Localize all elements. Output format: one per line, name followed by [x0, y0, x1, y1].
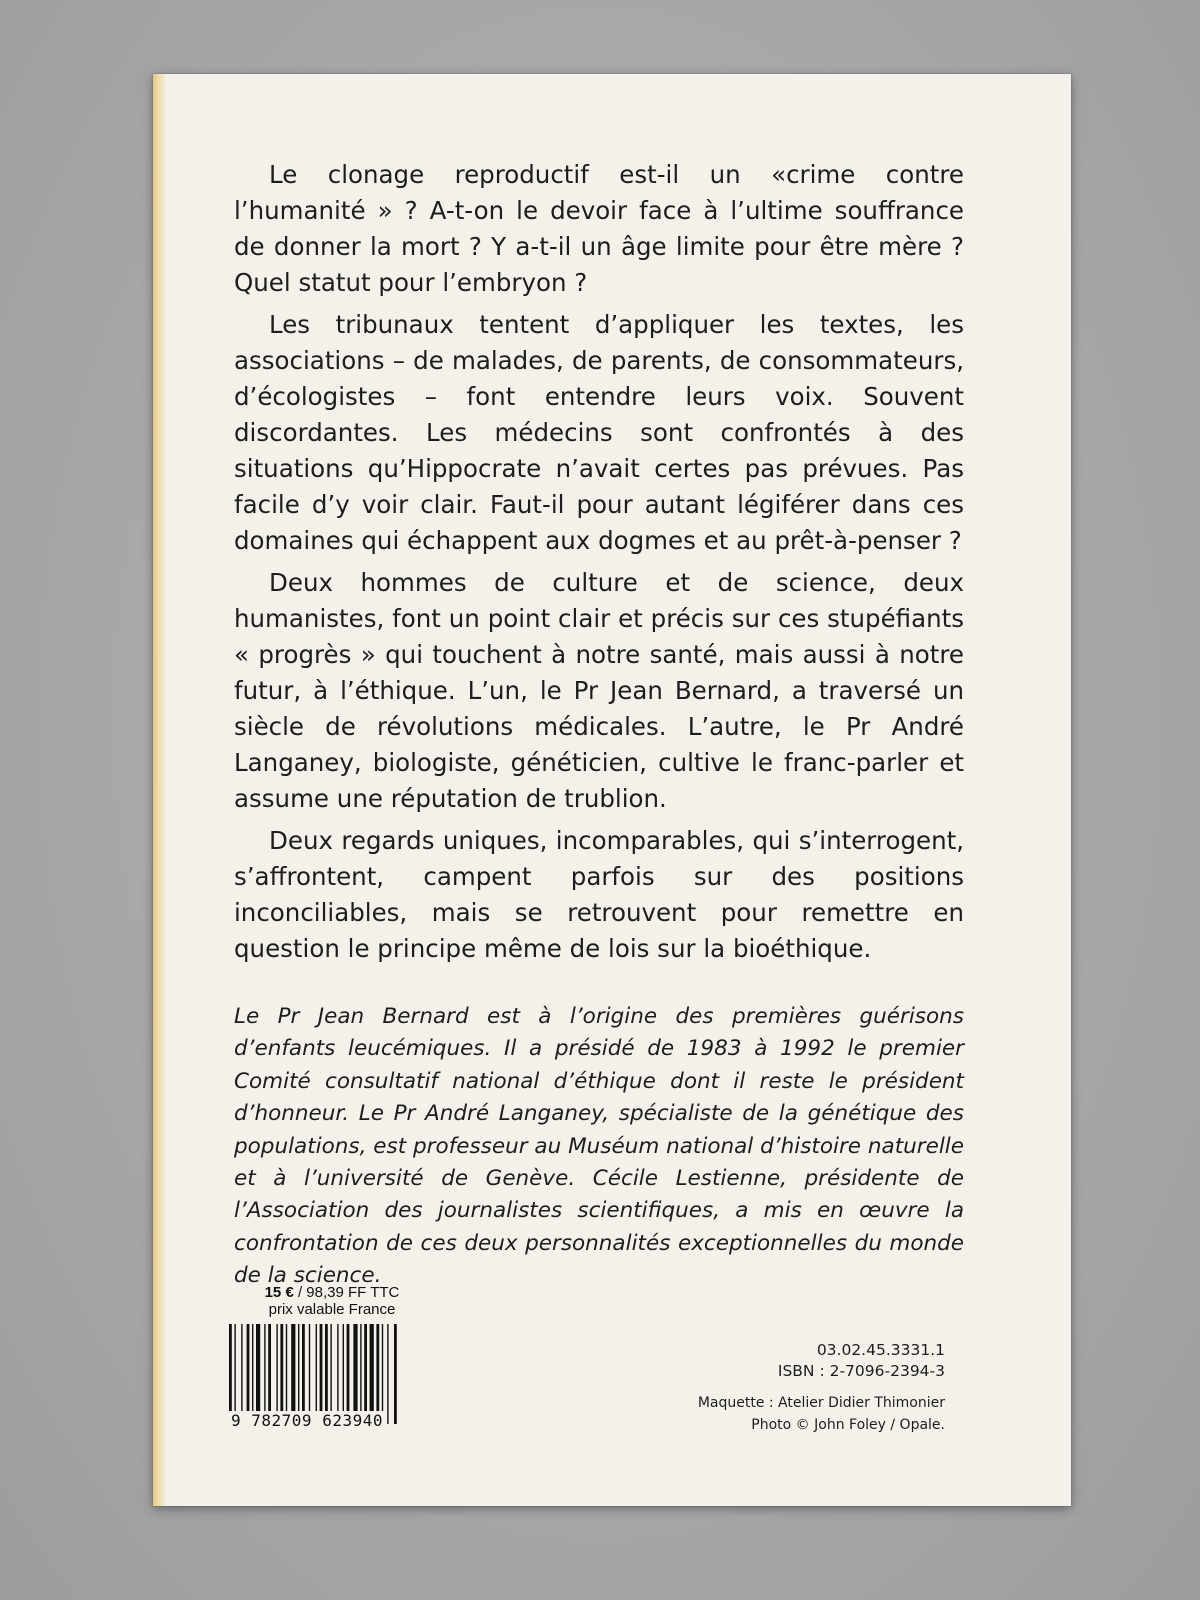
barcode-bar	[309, 1324, 310, 1414]
paragraph-3: Deux hommes de culture et de science, deux humanistes, font un point clair et précis sur ces stupéfiants « progrès » qui touchent à notre santé, mais aussi à notre futur, à l’éthique. L’un, le Pr Jean Bernard, a traversé un siècle de révolutions médicales. L’autre, le Pr André Langaney, biologiste, généticien, cultive le franc-parler et assume une réputation de trublion.	[234, 568, 964, 813]
barcode-bar	[337, 1324, 338, 1414]
price-line	[251, 1284, 413, 1301]
barcode-bar	[343, 1324, 344, 1414]
price-block	[251, 1284, 413, 1318]
author-bio: Le Pr Jean Bernard est à l’origine des premières guérisons d’enfants leucémiques. Il a présidé de 1983 à 1992 le premier Comité consultatif national d’éthique dont il reste le président d’honneur. Le Pr André Langaney, spécialiste de la génétique des populations, est professeur au Muséum national d’histoire naturelle et à l’université de Genève. Cécile Lestienne, présidente de l’Association des journalistes scientifiques, a mis en œuvre la confrontation de ces deux personnalités exceptionnelles du monde de la science.	[234, 1004, 964, 1289]
internal-code: 03.02.45.3331.1	[816, 1341, 945, 1359]
paragraph-1: Le clonage reproductif est-il un «crime contre l’humanité » ? A-t-on le devoir face à l’ultime souffrance de donner la mort ? Y a-t-il un âge limite pour être mère ? Quel statut pour l’embryon ?	[234, 160, 964, 297]
isbn-block	[778, 1340, 945, 1382]
isbn-code: ISBN : 2-7096-2394-3	[777, 1362, 945, 1380]
barcode-bar	[241, 1324, 242, 1414]
barcode-bar	[320, 1324, 323, 1424]
barcode-bar	[252, 1324, 253, 1414]
barcode-bar	[256, 1324, 260, 1414]
barcode-bar	[276, 1324, 277, 1414]
barcode-bar	[370, 1324, 374, 1414]
barcode-bar	[316, 1324, 317, 1424]
price-note: prix valable France	[268, 1301, 396, 1318]
barcode-bar	[291, 1324, 295, 1414]
barcode-bar	[268, 1324, 271, 1414]
price-franc: / 98,39 FF TTC	[293, 1284, 400, 1301]
barcode-bar	[302, 1324, 305, 1414]
barcode-bar	[325, 1324, 328, 1414]
layout-credit: Maquette : Atelier Didier Thimonier	[697, 1395, 945, 1411]
paragraph-2: Les tribunaux tentent d’appliquer les textes, les associations – de malades, de parents, de consommateurs, d’écologistes – font entendre leurs voix. Souvent discordantes. Les médecins sont confrontés à des situations qu’Hippocrate n’avait certes pas prévues. Pas facile d’y voir clair. Faut-il pour autant légiférer dans ces domaines qui échappent aux dogmes et au prêt-à-penser ?	[234, 310, 964, 555]
barcode-bar	[376, 1324, 379, 1414]
barcode-bar	[360, 1324, 361, 1414]
barcode-digits: 9 782709 623940	[231, 1411, 383, 1430]
barcode-bar	[229, 1324, 232, 1424]
barcode-bar	[234, 1324, 235, 1424]
barcode-bar	[280, 1324, 283, 1414]
barcode-bar	[364, 1324, 367, 1414]
barcode-bar	[394, 1324, 397, 1424]
barcode-bar	[247, 1324, 250, 1414]
paragraph-4: Deux regards uniques, incomparables, qui s’interrogent, s’affrontent, campent parfois sur des positions inconciliables, mais se retrouvent pour remettre en question le principe même de lois sur la bioéthique.	[234, 826, 964, 963]
barcode-bar	[347, 1324, 350, 1414]
photo-credit: Photo © John Foley / Opale.	[751, 1417, 945, 1433]
barcode-bar	[298, 1324, 299, 1414]
price-euro: 15 €	[264, 1284, 294, 1301]
book-back-cover	[153, 74, 1071, 1506]
barcode-bar	[286, 1324, 287, 1414]
main-text	[234, 157, 964, 967]
blurb-text-block	[234, 157, 964, 1293]
barcode-bar	[330, 1324, 331, 1414]
barcode-bar	[387, 1324, 388, 1424]
barcode-bar	[353, 1324, 357, 1414]
credits-block	[698, 1392, 945, 1436]
barcode-bar	[382, 1324, 383, 1414]
barcode-bar	[264, 1324, 265, 1414]
spine-edge	[153, 74, 165, 1506]
